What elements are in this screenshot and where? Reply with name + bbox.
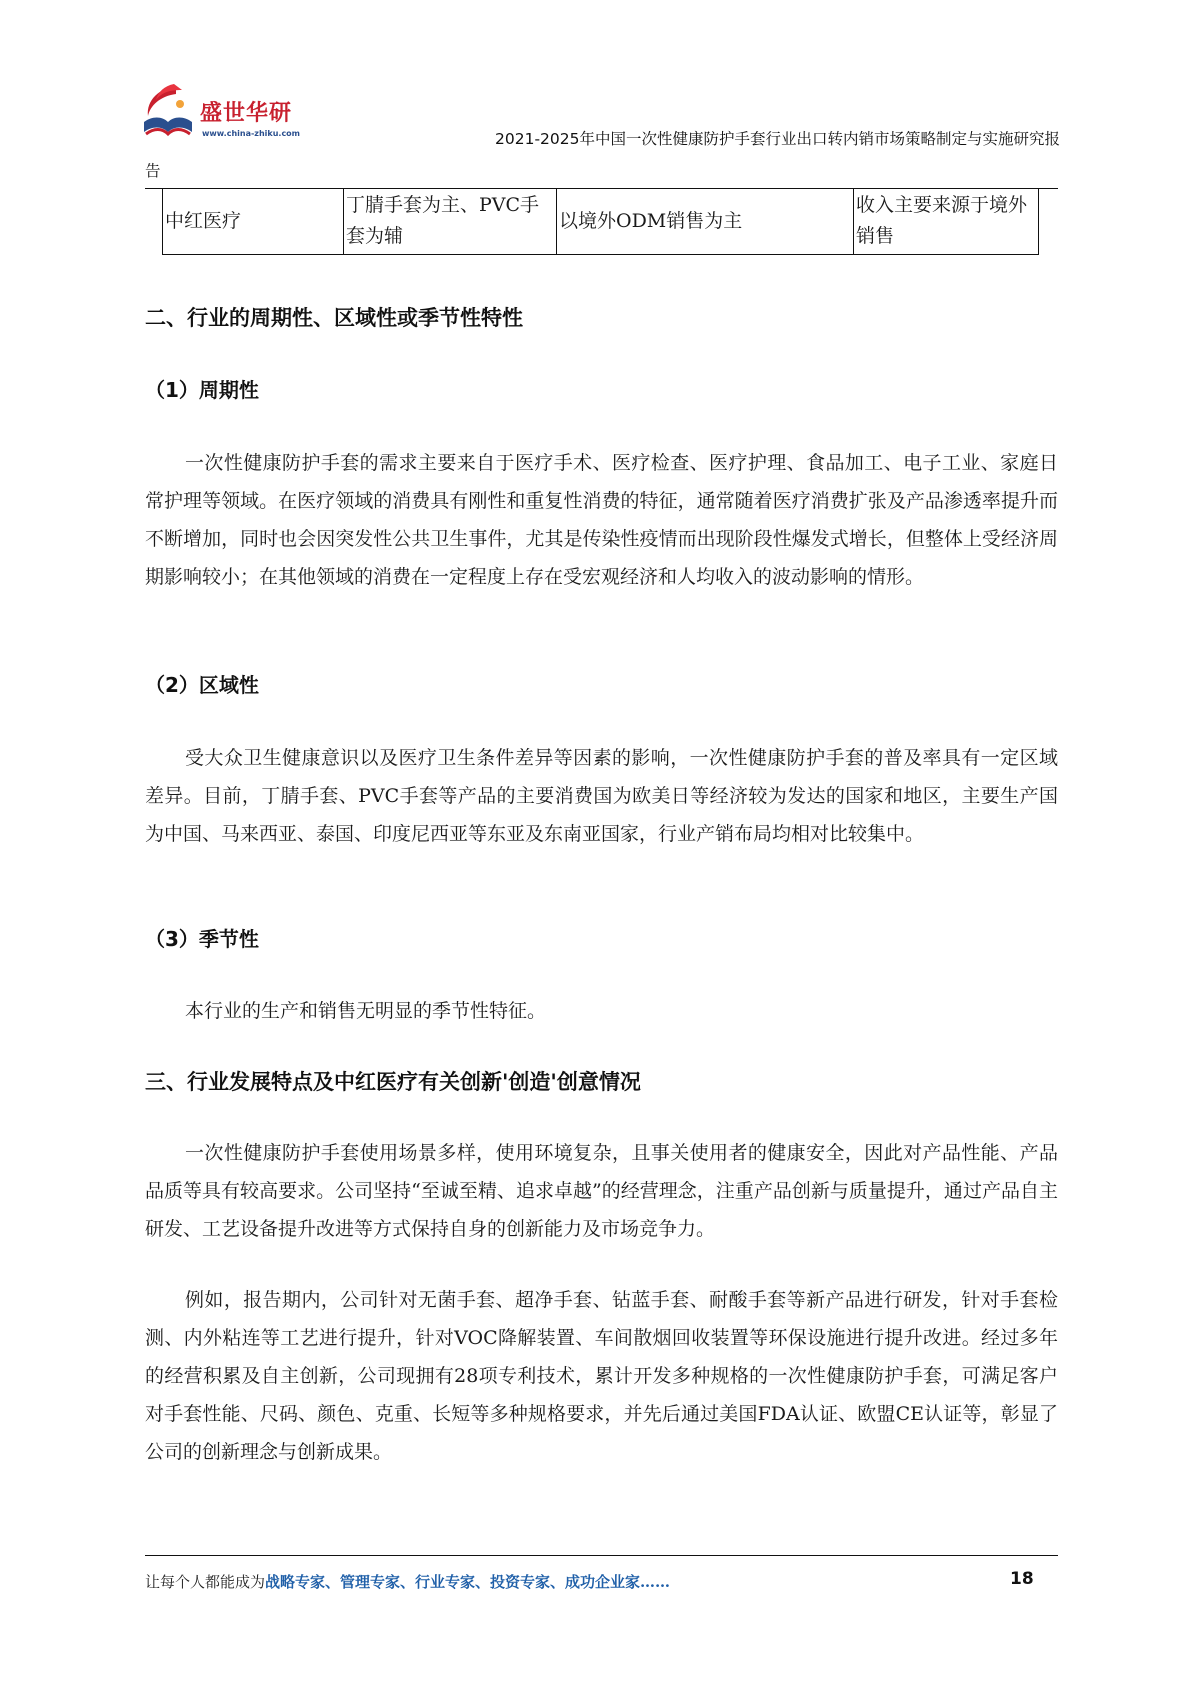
document-title: 2021-2025年中国一次性健康防护手套行业出口转内销市场策略制定与实施研究报 — [495, 130, 1060, 148]
table-cell-products: 丁腈手套为主、PVC手套为辅 — [344, 188, 557, 255]
subsection-heading-regionality: （2）区域性 — [145, 673, 259, 697]
document-title-continuation: 告 — [145, 162, 161, 180]
footer-divider — [145, 1555, 1058, 1556]
table-row — [163, 188, 1039, 255]
paragraph-seasonality: 本行业的生产和销售无明显的季节性特征。 — [185, 1000, 547, 1022]
section-heading-2: 二、行业的周期性、区域性或季节性特性 — [145, 306, 523, 330]
table-cell-revenue-source: 收入主要来源于境外销售 — [854, 188, 1039, 255]
table-cell-sales-mode: 以境外ODM销售为主 — [557, 188, 854, 255]
paragraph-cyclicality: 一次性健康防护手套的需求主要来自于医疗手术、医疗检查、医疗护理、食品加工、电子工业、家庭日常护理等领域。在医疗领域的消费具有刚性和重复性消费的特征，通常随着医疗消费扩张及产品渗透率提升而不断增加，同时也会因突发性公共卫生事件，尤其是传染性疫情而出现阶段性爆发式增长，但整体上受经济周期影响较小；在其他领域的消费在一定程度上存在受宏观经济和人均收入的波动影响的情形。 — [145, 452, 1058, 588]
footer-slogan — [145, 1571, 670, 1592]
logo-url: www.china-zhiku.com — [202, 129, 301, 138]
paragraph-regionality: 受大众卫生健康意识以及医疗卫生条件差异等因素的影响，一次性健康防护手套的普及率具有一定区域差异。目前，丁腈手套、PVC手套等产品的主要消费国为欧美日等经济较为发达的国家和地区，主要生产国为中国、马来西亚、泰国、印度尼西亚等东亚及东南亚国家，行业产销布局均相对比较集中。 — [145, 747, 1058, 845]
footer-slogan-roles: 战略专家、管理专家、行业专家、投资专家、成功企业家…… — [265, 1573, 671, 1591]
section-heading-3: 三、行业发展特点及中红医疗有关创新'创造'创意情况 — [145, 1070, 641, 1094]
footer-slogan-prefix: 让每个人都能成为 — [145, 1573, 266, 1591]
logo-name: 盛世华研 — [200, 101, 293, 126]
subsection-heading-seasonality: （3）季节性 — [145, 927, 259, 951]
table-cell-company: 中红医疗 — [163, 188, 344, 255]
paragraph-innovation-examples: 例如，报告期内，公司针对无菌手套、超净手套、钻蓝手套、耐酸手套等新产品进行研发，针对手套检测、内外粘连等工艺进行提升，针对VOC降解装置、车间散烟回收装置等环保设施进行提升改进。经过多年的经营积累及自主创新，公司现拥有28项专利技术，累计开发多种规格的一次性健康防护手套，可满足客户对手套性能、尺码、颜色、克重、长短等多种规格要求，并先后通过美国FDA认证、欧盟CE认证等，彰显了公司的创新理念与创新成果。 — [145, 1289, 1058, 1463]
subsection-heading-cyclicality: （1）周期性 — [145, 378, 259, 402]
paragraph-innovation-intro: 一次性健康防护手套使用场景多样，使用环境复杂，且事关使用者的健康安全，因此对产品性能、产品品质等具有较高要求。公司坚持“至诚至精、追求卓越”的经营理念，注重产品创新与质量提升，通过产品自主研发、工艺设备提升改进等方式保持自身的创新能力及市场竞争力。 — [145, 1142, 1058, 1240]
page-number: 18 — [1010, 1569, 1034, 1589]
company-comparison-table — [162, 188, 1039, 255]
